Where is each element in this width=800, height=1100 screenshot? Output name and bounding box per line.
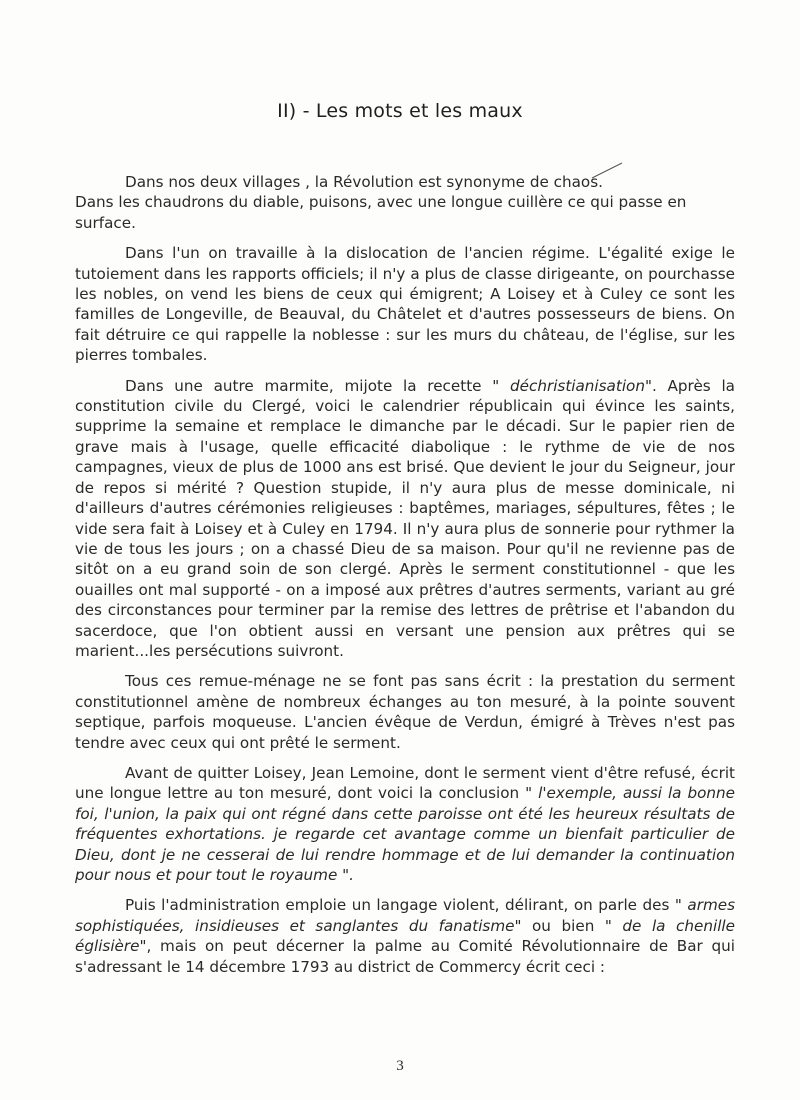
- paragraph-4: Tous ces remue-ménage ne se font pas sans écrit : la prestation du serment constitutionnel amène de nombreux échanges au ton mesuré, à la pointe souvent septique, parfois moqueuse. L'ancien évêque de Verdun, émigré à Trèves n'est pas tendre avec ceux qui ont prêté le serment.: [75, 672, 735, 752]
- body-text: [75, 172, 735, 981]
- paragraph-1-first-line: Dans nos deux villages , la Révolution est synonyme de chaos.: [125, 173, 603, 191]
- paragraph-6: [75, 895, 735, 977]
- paragraph-5-text-a: Avant de quitter Loisey, Jean Lemoine, dont le serment vient d'être refusé, écrit une longue lettre au ton mesuré, dont voici la conclusion ": [75, 763, 735, 803]
- paragraph-2: Dans l'un on travaille à la dislocation de l'ancien régime. L'égalité exige le tutoiement dans les rapports officiels; il n'y a plus de classe dirigeante, on pourchasse les nobles, on vend les biens de ceux qui émigrent; A Loisey et à Culey ce sont les familles de Longeville, de Beauval, du Châtelet et d'autres possesseurs de biens. On fait détruire ce qui rappelle la noblesse : sur les murs du château, de l'église, sur les pierres tombales.: [75, 244, 735, 365]
- paragraph-6-quote-2: de la chenille églisière: [75, 916, 735, 956]
- page-title: II) - Les mots et les maux: [277, 100, 523, 122]
- paragraph-5-quote: l'exemple, aussi la bonne foi, l'union, la paix qui ont régné dans cette paroisse ont été les heureux résultats de fréquentes exhortations. je regarde cet avantage comme un bienfait particulier de Dieu, dont je ne cesserai de lui rendre hommage et de lui demander la continuation pour nous et pour tout le royaume ".: [75, 784, 735, 884]
- paragraph-3-text-b: ". Après la constitution civile du Clergé, voici le calendrier républicain qui évince les saints, supprime la semaine et remplace le dimanche par le décadi. Sur le papier rien de grave mais à l'usage, quelle efficacité diabolique : le rythme de vie de nos campagnes, vieux de plus de 1000 ans est brisé. Que devient le jour du Seigneur, jour de repos si mérité ? Question stupide, il n'y aura plus de messe dominicale, ni d'ailleurs d'autres cérémonies religieuses : baptêmes, mariages, sépultures, fêtes ; le vide sera fait à Loisey et à Culey en 1794. Il n'y aura plus de sonnerie pour rythmer la vie de tous les jours ; on a chassé Dieu de sa maison. Pour qu'il ne revienne pas de sitôt on a eu grand soin de son clergé. Après le serment constitutionnel - que les ouailles ont mal supporté - on a imposé aux prêtres d'autres serments, variant au gré des circonstances pour terminer par la remise des lettres de prêtrise et l'abandon du sacerdoce, que l'on obtient aussi en versant une pension aux prêtres qui se marient...les persécutions suivront.: [75, 376, 735, 660]
- handwritten-tick-mark: [590, 160, 626, 182]
- page-number: 3: [396, 1058, 404, 1074]
- paragraph-1-continuation: Dans les chaudrons du diable, puisons, avec une longue cuillère ce qui passe en surface.: [75, 193, 687, 232]
- paragraph-3-text-a: Dans une autre marmite, mijote la recette ": [125, 376, 510, 395]
- paragraph-6-quote-1: armes sophistiquées, insidieuses et sanglantes du fanatisme: [75, 896, 735, 935]
- paragraph-5: [75, 763, 735, 885]
- paragraph-6-text-c: ", mais on peut décerner la palme au Comité Révolutionnaire de Bar qui s'adressant le 14 décembre 1793 au district de Commercy écrit ceci :: [75, 937, 735, 976]
- paragraph-3: [75, 376, 735, 662]
- paragraph-3-emphasis: déchristianisation: [509, 376, 645, 395]
- paragraph-6-text-a: Puis l'administration emploie un langage violent, délirant, on parle des ": [125, 896, 688, 915]
- paragraph-6-text-b: " ou bien ": [514, 916, 623, 935]
